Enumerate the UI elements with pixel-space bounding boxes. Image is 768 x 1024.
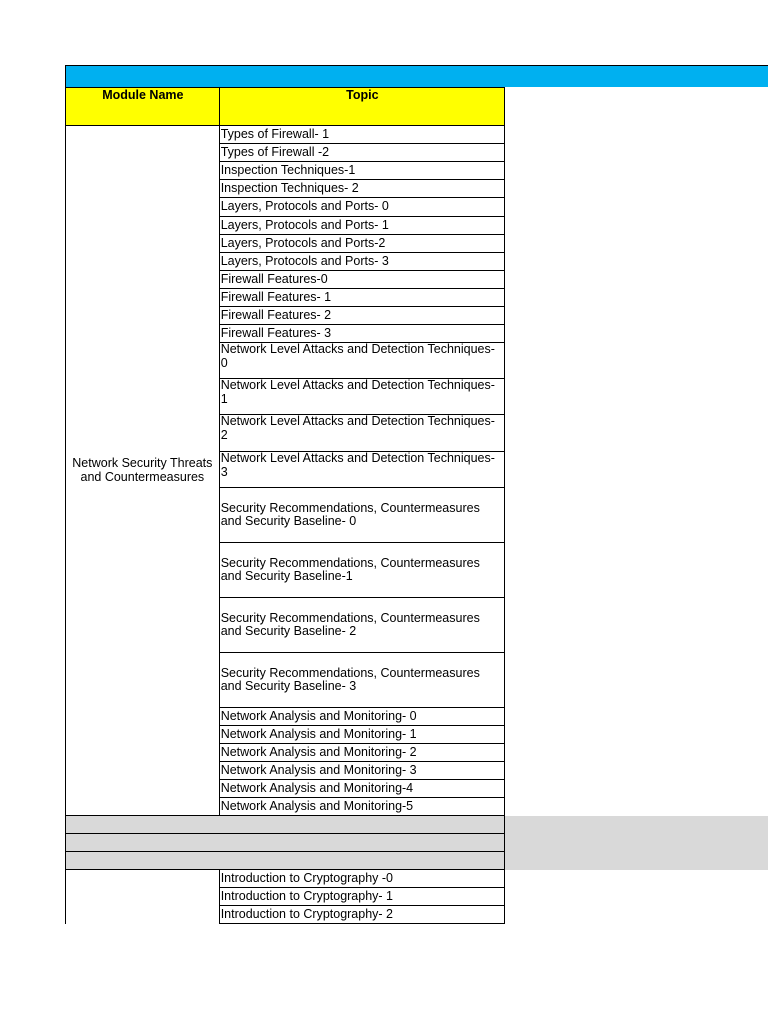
topic-cell: Firewall Features- 2 [219, 307, 504, 325]
topic-cell: Network Analysis and Monitoring- 1 [219, 726, 504, 744]
separator-row [66, 852, 505, 870]
module-name-cell: Network Security Threats and Countermeasures [66, 126, 220, 816]
topic-cell: Layers, Protocols and Ports- 3 [219, 253, 504, 271]
table-row [66, 870, 505, 888]
topic-cell: Network Level Attacks and Detection Techniques- 0 [219, 343, 504, 379]
topic-cell: Network Analysis and Monitoring- 0 [219, 708, 504, 726]
topic-cell: Security Recommendations, Countermeasures and Security Baseline- 0 [219, 488, 504, 543]
topic-cell: Network Analysis and Monitoring- 3 [219, 762, 504, 780]
section-cryptography [66, 870, 505, 924]
module-name-header: Module Name [66, 88, 220, 126]
topic-cell: Inspection Techniques-1 [219, 162, 504, 180]
separator-rows [66, 816, 505, 870]
topic-cell: Layers, Protocols and Ports- 1 [219, 217, 504, 235]
topic-cell: Layers, Protocols and Ports-2 [219, 235, 504, 253]
separator-band [505, 816, 768, 870]
topic-cell: Firewall Features-0 [219, 271, 504, 289]
topic-cell: Network Level Attacks and Detection Techniques- 3 [219, 452, 504, 488]
topic-cell: Network Analysis and Monitoring-5 [219, 798, 504, 816]
topic-cell: Firewall Features- 3 [219, 325, 504, 343]
topics-table [65, 87, 505, 924]
topic-cell: Network Level Attacks and Detection Techniques- 2 [219, 415, 504, 452]
separator-row [66, 816, 505, 834]
topic-cell: Network Analysis and Monitoring-4 [219, 780, 504, 798]
topic-cell: Network Analysis and Monitoring- 2 [219, 744, 504, 762]
table-row [66, 126, 505, 144]
topic-cell: Layers, Protocols and Ports- 0 [219, 198, 504, 217]
topic-cell: Security Recommendations, Countermeasures and Security Baseline-1 [219, 543, 504, 598]
topic-cell: Inspection Techniques- 2 [219, 180, 504, 198]
separator-cell [66, 816, 505, 834]
topic-cell: Security Recommendations, Countermeasures and Security Baseline- 2 [219, 598, 504, 653]
topic-cell: Introduction to Cryptography- 2 [219, 906, 504, 924]
topic-cell: Network Level Attacks and Detection Techniques- 1 [219, 379, 504, 415]
topic-cell: Types of Firewall- 1 [219, 126, 504, 144]
title-bar [65, 65, 768, 87]
separator-row [66, 834, 505, 852]
topic-header: Topic [219, 88, 504, 126]
section-network-security [66, 126, 505, 816]
topic-cell: Introduction to Cryptography -0 [219, 870, 504, 888]
topic-cell: Introduction to Cryptography- 1 [219, 888, 504, 906]
topic-cell: Security Recommendations, Countermeasures and Security Baseline- 3 [219, 653, 504, 708]
header-row [66, 88, 505, 126]
topic-cell: Firewall Features- 1 [219, 289, 504, 307]
topic-cell: Types of Firewall -2 [219, 144, 504, 162]
separator-cell [66, 852, 505, 870]
separator-cell [66, 834, 505, 852]
module-name-cell [66, 870, 220, 924]
